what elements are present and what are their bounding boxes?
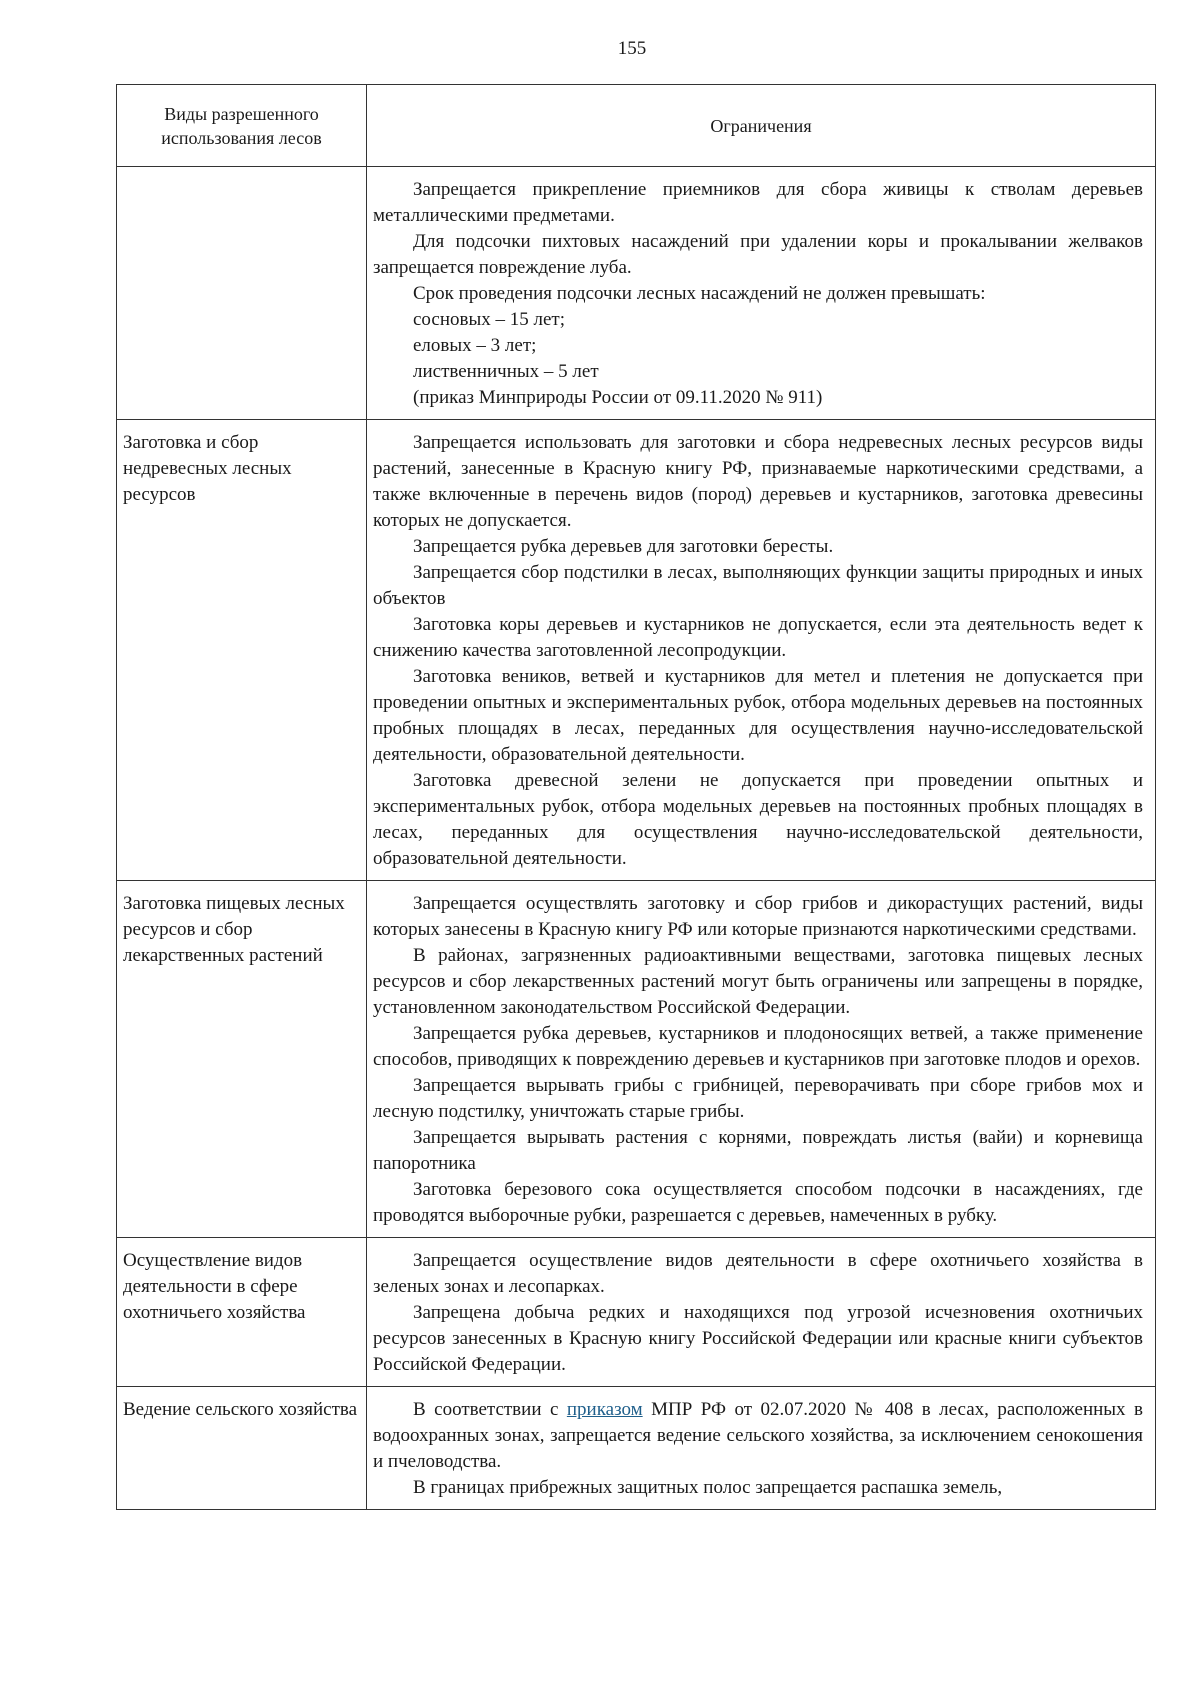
- restriction-paragraph: Запрещается рубка деревьев, кустарников и плодоносящих ветвей, а также применение способов, приводящих к повреждению деревьев и кустарников при заготовке плодов и орехов.: [373, 1023, 1143, 1070]
- restriction-paragraph: Запрещается осуществлять заготовку и сбор грибов и дикорастущих растений, виды которых занесены в Красную книгу РФ или которые признаются наркотическими средствами.: [373, 893, 1143, 940]
- restrictions-table: [116, 84, 1156, 1510]
- restriction-paragraph: Запрещается осуществление видов деятельности в сфере охотничьего хозяйства в зеленых зонах и лесопарках.: [373, 1250, 1143, 1297]
- table-row: [117, 167, 1156, 420]
- restriction-paragraph: Запрещается вырывать растения с корнями, повреждать листья (вайи) и корневища папоротника: [373, 1127, 1143, 1174]
- usage-type-cell: Заготовка пищевых лесных ресурсов и сбор лекарственных растений: [117, 881, 367, 1238]
- table-row: [117, 1387, 1156, 1510]
- header-restrictions: Ограничения: [367, 85, 1156, 167]
- page-number: 155: [617, 38, 647, 59]
- restriction-paragraph: [373, 1397, 1143, 1475]
- restriction-paragraph: Запрещается прикрепление приемников для сбора живицы к стволам деревьев металлическими предметами.: [373, 179, 1143, 226]
- usage-type-cell: Осуществление видов деятельности в сфере охотничьего хозяйства: [117, 1238, 367, 1387]
- restriction-paragraph: Запрещается вырывать грибы с грибницей, переворачивать при сборе грибов мох и лесную подстилку, уничтожать старые грибы.: [373, 1075, 1143, 1122]
- restriction-paragraph: Срок проведения подсочки лесных насаждений не должен превышать:: [413, 283, 986, 304]
- restrictions-cell: [367, 420, 1156, 881]
- usage-type-cell: Ведение сельского хозяйства: [117, 1387, 367, 1510]
- restrictions-cell: [367, 1387, 1156, 1510]
- table-header-row: [117, 85, 1156, 167]
- table-row: [117, 1238, 1156, 1387]
- restrictions-cell: [367, 167, 1156, 420]
- order-link[interactable]: приказом: [566, 1399, 643, 1420]
- restriction-paragraph: В границах прибрежных защитных полос запрещается распашка земель,: [413, 1477, 1003, 1498]
- restriction-paragraph: Запрещается рубка деревьев для заготовки бересты.: [413, 536, 834, 557]
- usage-type-cell: Заготовка и сбор недревесных лесных ресурсов: [117, 420, 367, 881]
- restriction-paragraph: (приказ Минприроды России от 09.11.2020 № 911): [413, 387, 823, 408]
- restriction-paragraph: Запрещена добыча редких и находящихся под угрозой исчезновения охотничьих ресурсов занесенных в Красную книгу Российской Федерации или красные книги субъектов Российской Федерации.: [373, 1302, 1143, 1375]
- restriction-paragraph: лиственничных – 5 лет: [413, 361, 599, 382]
- header-usage-types: Виды разрешенного использования лесов: [117, 85, 367, 167]
- table-row: [117, 420, 1156, 881]
- paragraph-text: В соответствии с: [413, 1399, 567, 1420]
- restriction-paragraph: В районах, загрязненных радиоактивными веществами, заготовка пищевых лесных ресурсов и сбор лекарственных растений могут быть ограничены или запрещены в порядке, установленном законодательством Российской Федерации.: [373, 945, 1143, 1018]
- restriction-paragraph: Заготовка древесной зелени не допускается при проведении опытных и экспериментальных рубок, отбора модельных деревьев на постоянных пробных площадях в лесах, переданных для осуществления научно-исследовательской деятельности, образовательной деятельности.: [373, 770, 1143, 869]
- restriction-paragraph: Заготовка коры деревьев и кустарников не допускается, если эта деятельность ведет к снижению качества заготовленной лесопродукции.: [373, 614, 1143, 661]
- table-row: [117, 881, 1156, 1238]
- restriction-paragraph: еловых – 3 лет;: [413, 335, 537, 356]
- restriction-paragraph: Запрещается использовать для заготовки и сбора недревесных лесных ресурсов виды растений, занесенные в Красную книгу РФ, признаваемые наркотическими средствами, а также включенные в перечень видов (пород) деревьев и кустарников, заготовка древесины которых не допускается.: [373, 432, 1143, 531]
- restriction-paragraph: Для подсочки пихтовых насаждений при удалении коры и прокалывании желваков запрещается повреждение луба.: [373, 231, 1143, 278]
- usage-type-cell: [117, 167, 367, 420]
- restrictions-cell: [367, 881, 1156, 1238]
- restriction-paragraph: Запрещается сбор подстилки в лесах, выполняющих функции защиты природных и иных объектов: [373, 562, 1143, 609]
- restriction-paragraph: Заготовка веников, ветвей и кустарников для метел и плетения не допускается при проведении опытных и экспериментальных рубок, отбора модельных деревьев на постоянных пробных площадях в лесах, переданных для осуществления научно-исследовательской деятельности, образовательной деятельности.: [373, 666, 1143, 765]
- restrictions-cell: [367, 1238, 1156, 1387]
- paragraph-text: МПР РФ от 02.07.2020 № 408 в лесах, расположенных в водоохранных зонах, запрещается ведение сельского хозяйства, за исключением сенокошения и пчеловодства.: [373, 1399, 1143, 1472]
- restriction-paragraph: сосновых – 15 лет;: [413, 309, 565, 330]
- restriction-paragraph: Заготовка березового сока осуществляется способом подсочки в насаждениях, где проводятся выборочные рубки, разрешается с деревьев, намеченных в рубку.: [373, 1179, 1143, 1226]
